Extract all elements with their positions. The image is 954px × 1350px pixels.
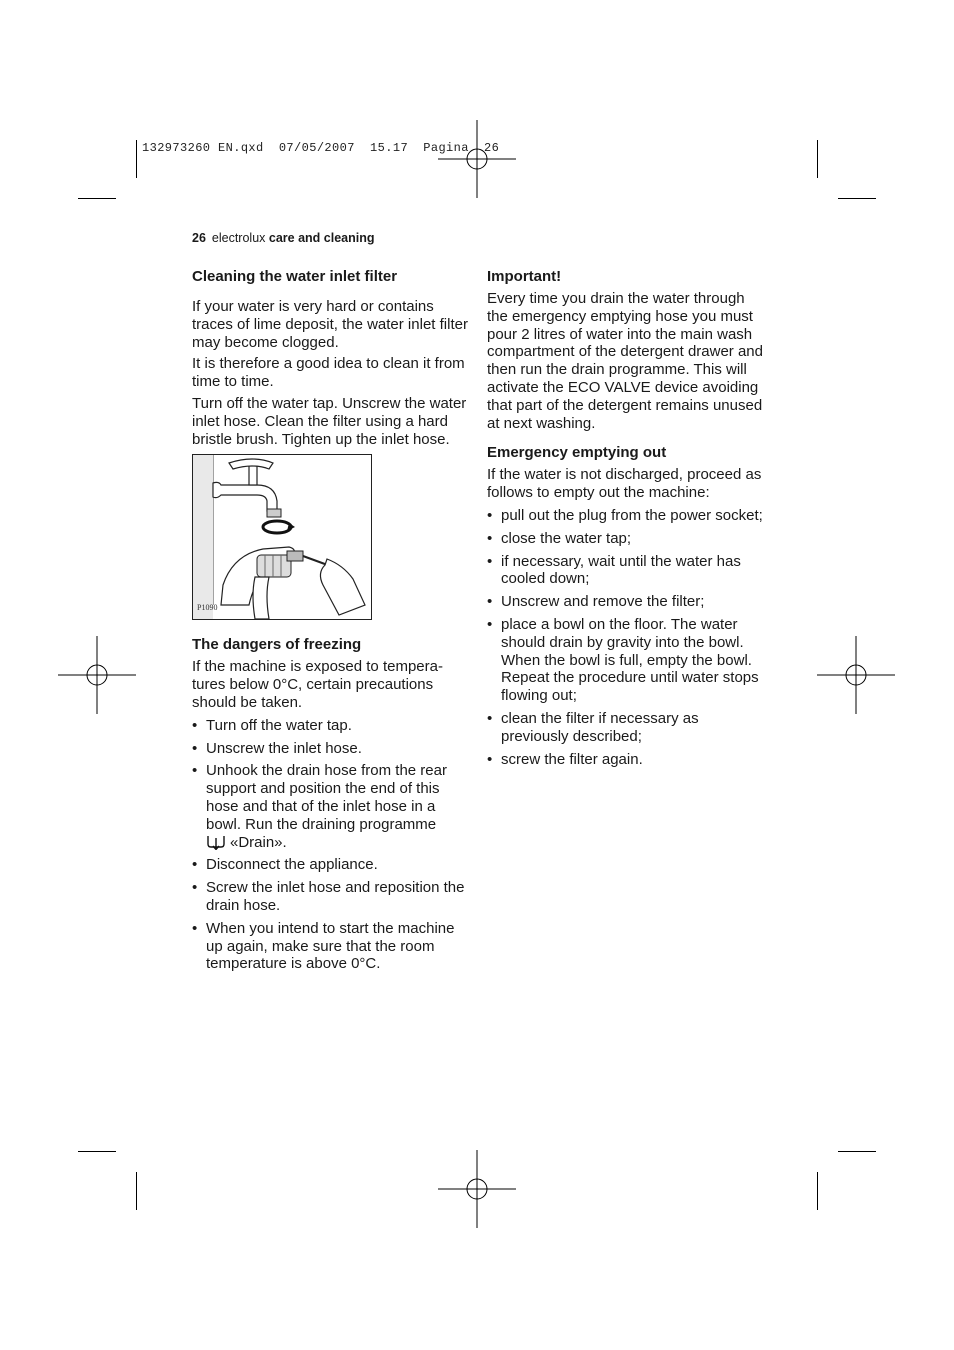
list-item: • pull out the plug from the power socket;	[487, 506, 763, 524]
emergency-heading: Emergency emptying out	[487, 444, 667, 462]
list-item: • clean the filter if necessary as previously described;	[487, 709, 699, 745]
freezing-heading: The dangers of freezing	[192, 636, 362, 654]
print-slug: 132973260 EN.qxd 07/05/2007 15.17 Pagina 26	[142, 141, 500, 155]
emergency-list	[487, 507, 767, 768]
registration-mark-top	[438, 120, 516, 198]
page-number: 26	[192, 231, 206, 245]
emergency-intro: If the water is not discharged, proceed as follows to empty out the machine:	[487, 466, 762, 502]
list-item: • Disconnect the appliance.	[192, 856, 378, 874]
left-column	[192, 268, 470, 973]
list-item: • if necessary, wait until the water has cooled down;	[487, 552, 741, 588]
registration-mark-bottom	[438, 1150, 516, 1228]
figure-label: P1090	[197, 602, 218, 612]
brand-name: electrolux	[211, 231, 266, 245]
important-text: Every time you drain the water through the emergency emptying hose you must pour 2 litres of water into the main wash compartment of the detergent drawer and then run the drain programme. This will activate the ECO VALVE device avoiding that part of the detergent remains unused at next washing.	[487, 290, 763, 432]
registration-mark-right	[817, 636, 895, 714]
drain-label: «Drain».	[230, 833, 287, 851]
freezing-intro: If the machine is exposed to tempera- tures below 0°C, certain precautions should be taken.	[192, 658, 443, 711]
list-item: • close the water tap;	[487, 529, 632, 547]
drain-programme-icon	[206, 834, 226, 850]
inlet-filter-para-1: If your water is very hard or contains traces of lime deposit, the water inlet filter may become clogged.	[192, 298, 468, 351]
list-item: • When you intend to start the machine up again, make sure that the room temperature is above 0°C.	[192, 919, 455, 973]
inlet-filter-heading: Cleaning the water inlet filter	[192, 268, 398, 285]
list-item: • Unscrew and remove the filter;	[487, 593, 705, 611]
list-item: • screw the filter again.	[487, 750, 643, 768]
list-item: • place a bowl on the floor. The water should drain by gravity into the bowl. When the bowl is full, empty the bowl. Repeat the procedure until water stops flowing out;	[487, 615, 759, 705]
inlet-filter-para-2: It is therefore a good idea to clean it from time to time.	[192, 355, 465, 391]
right-column	[487, 268, 767, 768]
section-name: care and cleaning	[268, 231, 375, 245]
list-item: • Unscrew the inlet hose.	[192, 739, 362, 757]
running-header	[192, 231, 375, 245]
freezing-list	[192, 717, 470, 973]
important-heading: Important!	[487, 268, 562, 285]
tap-filter-brush-illustration-icon	[193, 455, 371, 619]
list-item: • Turn off the water tap.	[192, 716, 352, 734]
list-item: • Screw the inlet hose and reposition the drain hose.	[192, 879, 465, 914]
list-item: • Unhook the drain hose from the rear support and position the end of this hose and that of the inlet hose in a bowl. Run the draining programme «Drain».	[192, 762, 447, 851]
registration-mark-left	[58, 636, 136, 714]
inlet-filter-para-3: Turn off the water tap. Unscrew the water inlet hose. Clean the filter using a hard bristle brush. Tighten up the inlet hose.	[192, 394, 467, 448]
inlet-filter-figure	[192, 454, 372, 620]
